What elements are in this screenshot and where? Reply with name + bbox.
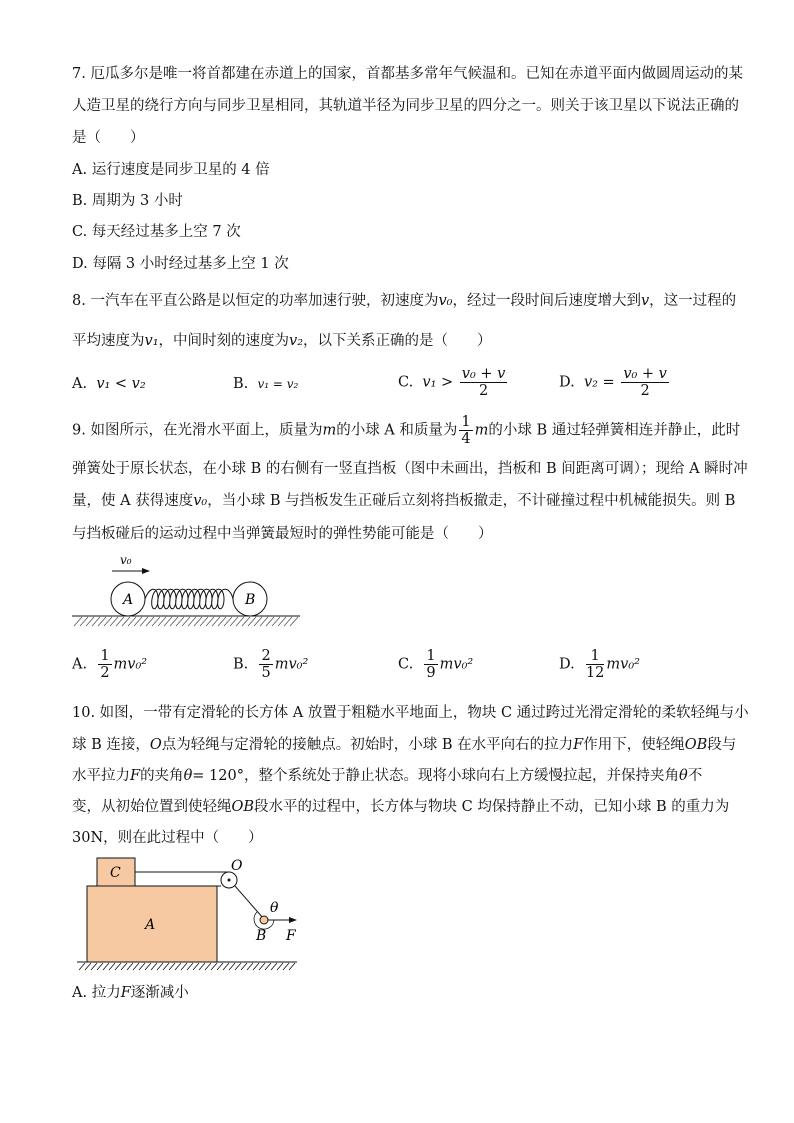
q10-line-5: 30N，则在此过程中（ ） bbox=[72, 830, 263, 846]
q9-line-4: 与挡板碰后的运动过程中当弹簧最短时的弹性势能可能是（ ） bbox=[72, 526, 493, 542]
q9-line-2: 弹簧处于原长状态，在小球 B 的右侧有一竖直挡板（图中未画出，挡板和 B 间距离可调）；现给 A 瞬时冲 bbox=[72, 461, 748, 477]
q7-option-c: C. 每天经过基多上空 7 次 bbox=[72, 224, 241, 240]
q10-option-a: A. 拉力F逐渐减小 bbox=[72, 985, 189, 1001]
q10-fig-ball-b bbox=[260, 916, 268, 924]
q7-option-b: B. 周期为 3 小时 bbox=[72, 193, 183, 209]
q8-option-a: A. v₁ < v₂ bbox=[72, 376, 146, 392]
q10-line-3: 水平拉力F的夹角θ= 120°，整个系统处于静止状态。现将小球向右上方缓慢拉起，并保持夹角θ不 bbox=[72, 768, 703, 784]
q7-option-d: D. 每隔 3 小时经过基多上空 1 次 bbox=[72, 256, 289, 272]
q10-fig-pulley-axle bbox=[228, 879, 231, 882]
q10-fig-label-f: F bbox=[286, 928, 296, 944]
q10-fig-label-o: O bbox=[231, 858, 243, 874]
q10-fig-label-a: A bbox=[145, 917, 156, 933]
q10-line-1: 10. 如图，一带有定滑轮的长方体 A 放置于粗糙水平地面上，物块 C 通过跨过光滑定滑轮的柔软轻绳与小 bbox=[72, 705, 749, 721]
q9-option-c: C. $\frac{1}{9}$ mv₀² bbox=[398, 648, 474, 681]
q9-option-a: A. $\frac{1}{2}$ mv₀² bbox=[72, 648, 148, 681]
q9-mass-fraction: $\frac{1}{4}$ bbox=[461, 414, 471, 447]
q9-fig-spring bbox=[145, 589, 233, 609]
q10-fig-rope-ob bbox=[235, 886, 263, 918]
q9-fig-v0-label: v₀ bbox=[120, 553, 132, 567]
q8-option-b: B. v₁ = v₂ bbox=[233, 376, 299, 392]
q7-line-2: 人造卫星的绕行方向与同步卫星相同，其轨道半径为同步卫星的四分之一。则关于该卫星以下说法正确的 bbox=[72, 98, 739, 114]
q10-line-2: 球 B 连接，O点为轻绳与定滑轮的接触点。初始时，小球 B 在水平向右的拉力F作用下，使轻绳OB段与 bbox=[72, 737, 737, 753]
q9-line-1: 9. 如图所示，在光滑水平面上，质量为m的小球 A 和质量为 $\frac{1}{4}$ m的小球 B 通过轻弹簧相连并静止，此时 bbox=[72, 414, 741, 447]
q10-pulley-figure bbox=[75, 852, 303, 976]
q7-line-1: 7. 厄瓜多尔是唯一将首都建在赤道上的国家，首都基多常年气候温和。已知在赤道平面内做圆周运动的某 bbox=[72, 66, 743, 82]
q9-line-3: 量，使 A 获得速度v₀，当小球 B 与挡板发生正碰后立刻将挡板撤走，不计碰撞过程中机械能损失。则 B bbox=[72, 493, 736, 509]
q8-line-1: 8. 一汽车在平直公路是以恒定的功率加速行驶，初速度为v₀，经过一段时间后速度增大到v，这一过程的 bbox=[72, 293, 737, 309]
q9-spring-figure bbox=[70, 548, 305, 630]
q9-fig-label-a: A bbox=[123, 592, 134, 608]
q9-option-d: D. $\frac{1}{12}$ mv₀² bbox=[559, 648, 640, 681]
q8-line-2: 平均速度为v₁，中间时刻的速度为v₂，以下关系正确的是（ ） bbox=[72, 333, 492, 349]
q10-fig-label-theta: θ bbox=[270, 900, 279, 916]
q7-option-a: A. 运行速度是同步卫星的 4 倍 bbox=[72, 162, 270, 178]
q9-option-b: B. $\frac{2}{5}$ mv₀² bbox=[233, 648, 309, 681]
q7-line-3: 是（ ） bbox=[72, 130, 145, 146]
q10-fig-label-b: B bbox=[256, 928, 267, 944]
q9-fig-ground-hatch bbox=[74, 617, 298, 626]
q10-line-4: 变，从初始位置到使轻绳OB段水平的过程中，长方体与物块 C 均保持静止不动，已知小球 B 的重力为 bbox=[72, 799, 730, 815]
q8-option-d-fraction: $\frac{\text{v₀ + v}}{2}$ bbox=[623, 366, 667, 399]
q9-fig-label-b: B bbox=[245, 592, 256, 608]
q10-fig-ground-hatch bbox=[79, 963, 295, 970]
q8-option-d: D. v₂ = $\frac{\text{v₀ + v}}{2}$ bbox=[559, 366, 667, 399]
q10-fig-label-c: C bbox=[110, 865, 121, 881]
q10-fig-force-arrowhead bbox=[289, 917, 297, 923]
q8-option-c-fraction: $\frac{\text{v₀ + v}}{2}$ bbox=[461, 366, 506, 399]
q8-option-c: C. v₁ > $\frac{\text{v₀ + v}}{2}$ bbox=[398, 366, 506, 399]
q9-fig-velocity-arrowhead bbox=[142, 568, 150, 574]
